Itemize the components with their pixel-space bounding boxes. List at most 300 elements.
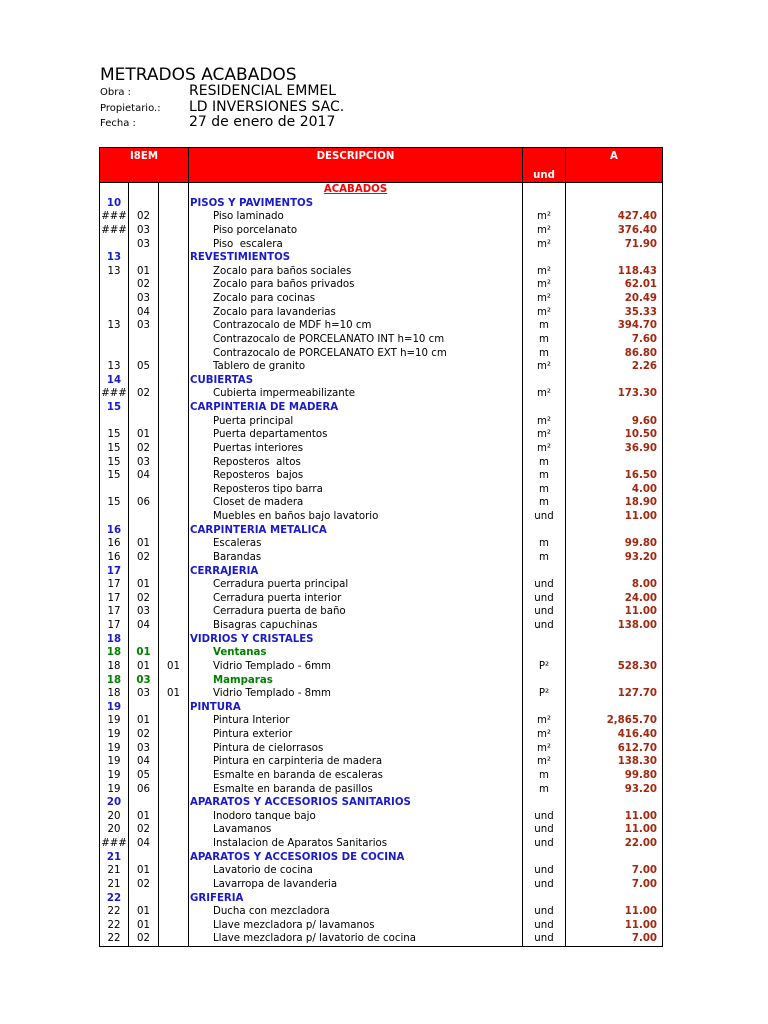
cell-item: 15	[99, 428, 128, 442]
cell-subitem: 02	[128, 551, 158, 565]
cell-subsubitem	[158, 428, 188, 442]
cell-quantity: 127.70	[565, 687, 663, 701]
cell-description: Instalacion de Aparatos Sanitarios	[188, 837, 522, 851]
cell-item: 16	[99, 524, 128, 538]
obra-value: RESIDENCIAL EMMEL	[189, 83, 337, 100]
cell-subsubitem	[158, 864, 188, 878]
cell-description: Puerta departamentos	[188, 428, 522, 442]
cell-quantity: 118.43	[565, 265, 663, 279]
cell-quantity: 93.20	[565, 783, 663, 797]
cell-quantity: 8.00	[565, 578, 663, 592]
table-row	[99, 783, 663, 797]
table-row	[99, 456, 663, 470]
header-descripcion: DESCRIPCION	[188, 148, 522, 182]
table-row	[99, 769, 663, 783]
cell-item: 15	[99, 496, 128, 510]
cell-item: 14	[99, 374, 128, 388]
header-amount: A	[565, 148, 663, 182]
cell-description: Inodoro tanque bajo	[188, 810, 522, 824]
table-row	[99, 347, 663, 361]
table-row	[99, 755, 663, 769]
cell-subsubitem	[158, 619, 188, 633]
cell-description: Cerradura puerta de baño	[188, 605, 522, 619]
cell-unit: m²	[522, 278, 565, 292]
cell-quantity: 99.80	[565, 537, 663, 551]
cell-unit: und	[522, 510, 565, 524]
cell-item: 13	[99, 265, 128, 279]
cell-description: Pintura Interior	[188, 714, 522, 728]
table-body	[99, 183, 663, 947]
table-row	[99, 810, 663, 824]
cell-item: 17	[99, 565, 128, 579]
cell-description: CARPINTERIA DE MADERA	[188, 401, 522, 415]
cell-description: Puerta principal	[188, 415, 522, 429]
cell-description: Reposteros altos	[188, 456, 522, 470]
cell-description: Cerradura puerta interior	[188, 592, 522, 606]
cell-quantity: 11.00	[565, 605, 663, 619]
table-row	[99, 919, 663, 933]
cell-item: ###	[99, 837, 128, 851]
cell-quantity	[565, 633, 663, 647]
cell-quantity	[565, 524, 663, 538]
table-row	[99, 292, 663, 306]
cell-subitem: 03	[128, 742, 158, 756]
cell-unit: m²	[522, 415, 565, 429]
cell-quantity	[565, 197, 663, 211]
cell-subitem: 06	[128, 783, 158, 797]
cell-subitem	[128, 796, 158, 810]
cell-item: 20	[99, 810, 128, 824]
cell-item: 18	[99, 674, 128, 688]
cell-quantity: 22.00	[565, 837, 663, 851]
cell-item	[99, 183, 128, 197]
cell-unit: und	[522, 578, 565, 592]
cell-quantity: 20.49	[565, 292, 663, 306]
table-row	[99, 265, 663, 279]
cell-subsubitem	[158, 347, 188, 361]
cell-subitem: 01	[128, 919, 158, 933]
cell-unit: m	[522, 537, 565, 551]
section-row	[99, 251, 663, 265]
table-row	[99, 605, 663, 619]
cell-quantity: 2.26	[565, 360, 663, 374]
table-row	[99, 837, 663, 851]
cell-subsubitem	[158, 183, 188, 197]
cell-subsubitem	[158, 537, 188, 551]
cell-subitem	[128, 510, 158, 524]
cell-subitem: 02	[128, 932, 158, 946]
cell-item	[99, 306, 128, 320]
cell-quantity: 7.60	[565, 333, 663, 347]
cell-description: Barandas	[188, 551, 522, 565]
section-row	[99, 851, 663, 865]
cell-unit: und	[522, 864, 565, 878]
table-row	[99, 823, 663, 837]
cell-subsubitem	[158, 742, 188, 756]
cell-quantity: 138.00	[565, 619, 663, 633]
table-row	[99, 905, 663, 919]
cell-item	[99, 347, 128, 361]
section-row	[99, 401, 663, 415]
cell-unit: m²	[522, 292, 565, 306]
cell-subsubitem	[158, 374, 188, 388]
cell-quantity: 71.90	[565, 238, 663, 252]
cell-unit	[522, 646, 565, 660]
cell-subsubitem	[158, 483, 188, 497]
cell-item	[99, 292, 128, 306]
section-row	[99, 796, 663, 810]
cell-unit	[522, 796, 565, 810]
cell-subsubitem	[158, 238, 188, 252]
cell-unit: m²	[522, 224, 565, 238]
cell-quantity: 138.30	[565, 755, 663, 769]
cell-item: 13	[99, 360, 128, 374]
cell-subitem: 04	[128, 469, 158, 483]
cell-subitem: 01	[128, 537, 158, 551]
section-row	[99, 633, 663, 647]
cell-subsubitem: 01	[158, 660, 188, 674]
subsection-row	[99, 646, 663, 660]
cell-description: Contrazocalo de PORCELANATO INT h=10 cm	[188, 333, 522, 347]
cell-unit	[522, 374, 565, 388]
cell-quantity: 376.40	[565, 224, 663, 238]
cell-unit: und	[522, 878, 565, 892]
cell-unit: und	[522, 823, 565, 837]
cell-quantity: 528.30	[565, 660, 663, 674]
cell-subsubitem	[158, 783, 188, 797]
cell-subsubitem	[158, 837, 188, 851]
cell-subitem: 01	[128, 265, 158, 279]
cell-item: 22	[99, 919, 128, 933]
cell-subitem: 05	[128, 360, 158, 374]
cell-description: Contrazocalo de MDF h=10 cm	[188, 319, 522, 333]
cell-subitem: 03	[128, 319, 158, 333]
cell-subsubitem	[158, 306, 188, 320]
cell-item: ###	[99, 224, 128, 238]
cell-subitem	[128, 851, 158, 865]
cell-unit: m	[522, 783, 565, 797]
table-row	[99, 319, 663, 333]
cell-description: Reposteros tipo barra	[188, 483, 522, 497]
section-row	[99, 701, 663, 715]
cell-description: Piso escalera	[188, 238, 522, 252]
cell-unit: m	[522, 333, 565, 347]
cell-quantity: 24.00	[565, 592, 663, 606]
cell-unit: und	[522, 592, 565, 606]
table-row	[99, 619, 663, 633]
cell-description: GRIFERIA	[188, 892, 522, 906]
cell-item: 17	[99, 605, 128, 619]
cell-description: Mamparas	[188, 674, 522, 688]
cell-subitem	[128, 892, 158, 906]
cell-subitem	[128, 374, 158, 388]
cell-description: Llave mezcladora p/ lavatorio de cocina	[188, 932, 522, 946]
cell-description: Ducha con mezcladora	[188, 905, 522, 919]
cell-subitem: 01	[128, 578, 158, 592]
table-row	[99, 224, 663, 238]
cell-quantity	[565, 374, 663, 388]
cell-subsubitem	[158, 892, 188, 906]
cell-subsubitem	[158, 755, 188, 769]
cell-quantity: 9.60	[565, 415, 663, 429]
cell-subsubitem	[158, 633, 188, 647]
table-header	[99, 147, 663, 183]
cell-unit: m	[522, 483, 565, 497]
table-row	[99, 728, 663, 742]
cell-item: 10	[99, 197, 128, 211]
cell-unit: m	[522, 551, 565, 565]
cell-unit	[522, 701, 565, 715]
table-row	[99, 333, 663, 347]
cell-description: Zocalo para cocinas	[188, 292, 522, 306]
propietario-label: Propietario.:	[100, 102, 161, 114]
cell-subsubitem	[158, 251, 188, 265]
cell-item: 19	[99, 783, 128, 797]
cell-item: 19	[99, 714, 128, 728]
cell-subitem: 02	[128, 728, 158, 742]
cell-item	[99, 278, 128, 292]
table-row	[99, 496, 663, 510]
cell-description: PISOS Y PAVIMENTOS	[188, 197, 522, 211]
cell-item: 19	[99, 755, 128, 769]
cell-subsubitem	[158, 387, 188, 401]
cell-subsubitem	[158, 565, 188, 579]
cell-unit: m²	[522, 238, 565, 252]
cell-subsubitem	[158, 510, 188, 524]
cell-subsubitem	[158, 932, 188, 946]
cell-unit: m	[522, 319, 565, 333]
cell-quantity	[565, 892, 663, 906]
cell-item	[99, 510, 128, 524]
cell-subitem: 02	[128, 278, 158, 292]
cell-item: 22	[99, 932, 128, 946]
cell-description: Muebles en baños bajo lavatorio	[188, 510, 522, 524]
cell-unit: P²	[522, 687, 565, 701]
cell-quantity: 11.00	[565, 919, 663, 933]
cell-description: Vidrio Templado - 6mm	[188, 660, 522, 674]
header-unit: und	[522, 148, 565, 182]
cell-description: VIDRIOS Y CRISTALES	[188, 633, 522, 647]
cell-subsubitem	[158, 592, 188, 606]
cell-subitem: 03	[128, 674, 158, 688]
cell-description: Piso laminado	[188, 210, 522, 224]
cell-subitem: 01	[128, 810, 158, 824]
cell-description: Zocalo para baños privados	[188, 278, 522, 292]
cell-unit: m	[522, 347, 565, 361]
table-row	[99, 428, 663, 442]
cell-quantity: 11.00	[565, 510, 663, 524]
cell-unit: m²	[522, 306, 565, 320]
cell-description: Tablero de granito	[188, 360, 522, 374]
cell-subitem: 03	[128, 605, 158, 619]
cell-description: Llave mezcladora p/ lavamanos	[188, 919, 522, 933]
cell-subitem	[128, 483, 158, 497]
cell-quantity	[565, 646, 663, 660]
cell-subitem	[128, 347, 158, 361]
cell-subitem	[128, 251, 158, 265]
cell-description: Closet de madera	[188, 496, 522, 510]
cell-subsubitem	[158, 456, 188, 470]
cell-subsubitem	[158, 415, 188, 429]
cell-description: Vidrio Templado - 8mm	[188, 687, 522, 701]
cell-unit: m²	[522, 714, 565, 728]
table-row	[99, 210, 663, 224]
cell-unit: m²	[522, 742, 565, 756]
cell-quantity	[565, 401, 663, 415]
metrados-table	[99, 147, 663, 947]
cell-subsubitem	[158, 265, 188, 279]
cell-subitem	[128, 333, 158, 347]
cell-unit: m	[522, 469, 565, 483]
cell-quantity: 99.80	[565, 769, 663, 783]
cell-subsubitem	[158, 905, 188, 919]
cell-item: 18	[99, 660, 128, 674]
cell-subsubitem	[158, 674, 188, 688]
cell-item	[99, 238, 128, 252]
section-row	[99, 565, 663, 579]
cell-subitem: 04	[128, 306, 158, 320]
table-row	[99, 442, 663, 456]
cell-subitem	[128, 197, 158, 211]
cell-description: CARPINTERIA METALICA	[188, 524, 522, 538]
cell-description: REVESTIMIENTOS	[188, 251, 522, 265]
cell-unit: und	[522, 919, 565, 933]
cell-description: Bisagras capuchinas	[188, 619, 522, 633]
cell-item: 19	[99, 742, 128, 756]
cell-unit	[522, 674, 565, 688]
section-row	[99, 197, 663, 211]
cell-subitem: 02	[128, 592, 158, 606]
cell-quantity: 16.50	[565, 469, 663, 483]
cell-description: Ventanas	[188, 646, 522, 660]
cell-item: 21	[99, 864, 128, 878]
cell-subsubitem	[158, 646, 188, 660]
cell-item: 22	[99, 892, 128, 906]
cell-quantity: 11.00	[565, 810, 663, 824]
cell-subitem	[128, 183, 158, 197]
cell-description: APARATOS Y ACCESORIOS DE COCINA	[188, 851, 522, 865]
cell-unit: m	[522, 456, 565, 470]
cell-description: Reposteros bajos	[188, 469, 522, 483]
cell-subitem: 04	[128, 837, 158, 851]
cell-unit	[522, 183, 565, 197]
cell-item: ###	[99, 210, 128, 224]
cell-subitem: 03	[128, 292, 158, 306]
cell-item: 22	[99, 905, 128, 919]
cell-subitem	[128, 701, 158, 715]
fecha-value: 27 de enero de 2017	[189, 114, 336, 131]
table-row	[99, 415, 663, 429]
cell-quantity: 7.00	[565, 864, 663, 878]
cell-quantity: 93.20	[565, 551, 663, 565]
table-row	[99, 238, 663, 252]
cell-unit	[522, 565, 565, 579]
cell-quantity: 62.01	[565, 278, 663, 292]
cell-subitem: 01	[128, 646, 158, 660]
cell-description: Zocalo para lavanderias	[188, 306, 522, 320]
cell-description: Zocalo para baños sociales	[188, 265, 522, 279]
cell-subsubitem	[158, 823, 188, 837]
cell-description: Puertas interiores	[188, 442, 522, 456]
cell-item: ###	[99, 387, 128, 401]
cell-quantity: 18.90	[565, 496, 663, 510]
cell-item: 20	[99, 823, 128, 837]
cell-quantity: 2,865.70	[565, 714, 663, 728]
cell-quantity: 36.90	[565, 442, 663, 456]
cell-subitem: 02	[128, 823, 158, 837]
cell-description: Esmalte en baranda de escaleras	[188, 769, 522, 783]
cell-unit: und	[522, 932, 565, 946]
cell-unit: und	[522, 905, 565, 919]
cell-item: 18	[99, 633, 128, 647]
cell-quantity	[565, 796, 663, 810]
cell-item	[99, 415, 128, 429]
cell-description: CUBIERTAS	[188, 374, 522, 388]
cell-item: 13	[99, 319, 128, 333]
cell-item: 16	[99, 551, 128, 565]
cell-quantity	[565, 251, 663, 265]
cell-subsubitem	[158, 851, 188, 865]
cell-description: Cubierta impermeabilizante	[188, 387, 522, 401]
cell-unit: und	[522, 605, 565, 619]
table-row	[99, 306, 663, 320]
cell-unit	[522, 851, 565, 865]
fecha-label: Fecha :	[100, 118, 136, 130]
cell-description: CERRAJERIA	[188, 565, 522, 579]
cell-subsubitem	[158, 292, 188, 306]
cell-item	[99, 333, 128, 347]
cell-subsubitem	[158, 728, 188, 742]
cell-subsubitem	[158, 319, 188, 333]
cell-unit: m²	[522, 442, 565, 456]
table-row	[99, 742, 663, 756]
cell-quantity: 427.40	[565, 210, 663, 224]
cell-item: 17	[99, 578, 128, 592]
table-title: ACABADOS	[188, 183, 522, 197]
cell-subsubitem	[158, 796, 188, 810]
cell-unit	[522, 251, 565, 265]
section-row	[99, 374, 663, 388]
cell-description: Pintura en carpinteria de madera	[188, 755, 522, 769]
cell-quantity	[565, 183, 663, 197]
cell-subsubitem	[158, 210, 188, 224]
cell-unit	[522, 892, 565, 906]
cell-subitem: 03	[128, 238, 158, 252]
cell-item: 18	[99, 646, 128, 660]
cell-subitem	[128, 401, 158, 415]
cell-description: Piso porcelanato	[188, 224, 522, 238]
cell-subsubitem	[158, 605, 188, 619]
cell-quantity: 4.00	[565, 483, 663, 497]
cell-description: Lavarropa de lavanderia	[188, 878, 522, 892]
cell-subitem	[128, 415, 158, 429]
header-item: I8EM	[99, 148, 188, 182]
cell-description: Esmalte en baranda de pasillos	[188, 783, 522, 797]
cell-subsubitem	[158, 197, 188, 211]
table-row	[99, 932, 663, 946]
cell-description: Pintura de cielorrasos	[188, 742, 522, 756]
cell-unit: und	[522, 810, 565, 824]
cell-subitem	[128, 565, 158, 579]
cell-unit: m²	[522, 428, 565, 442]
cell-quantity	[565, 456, 663, 470]
cell-quantity: 10.50	[565, 428, 663, 442]
cell-subitem	[128, 524, 158, 538]
document-title: METRADOS ACABADOS	[100, 65, 297, 85]
subsection-row	[99, 674, 663, 688]
table-row	[99, 510, 663, 524]
cell-quantity: 394.70	[565, 319, 663, 333]
